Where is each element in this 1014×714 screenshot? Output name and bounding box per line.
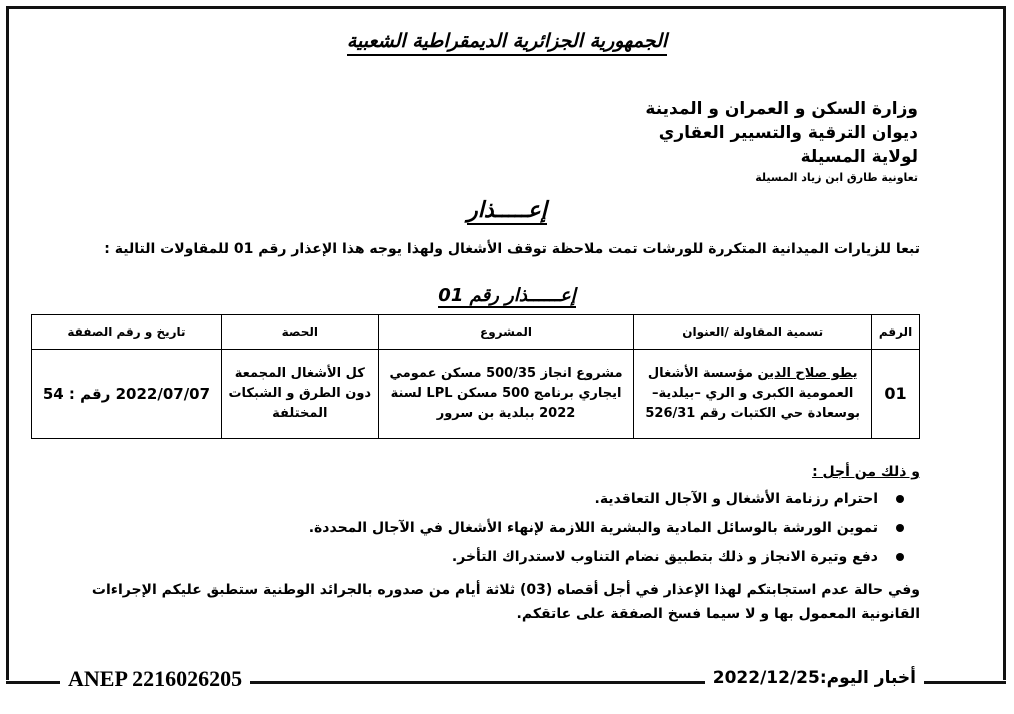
reason-text: دفع وتيرة الانجاز و ذلك بتطبيق نضام التناوب لاستدراك التأخر.	[451, 549, 878, 565]
republic-title-text: الجمهورية الجزائرية الديمقراطية الشعبية	[347, 30, 667, 56]
header-project: المشروع	[378, 315, 634, 350]
list-item	[309, 543, 904, 572]
ministry-name: وزارة السكن و العمران و المدينة	[645, 99, 918, 119]
warning-intro: تبعا للزيارات الميدانية المتكررة للورشات تمت ملاحظة توقف الأشغال ولهذا يوجه هذا الإعذار رقم 01 للمقاولات التالية :	[104, 241, 920, 257]
anep-reference: ANEP 2216026205	[60, 666, 250, 692]
warning-subtitle-text: إعــــــذار رقم 01	[438, 285, 576, 306]
cell-date-number: 2022/07/07 رقم : 54	[32, 350, 222, 439]
reason-text: احترام رزنامة الأشغال و الآجال التعاقدية.	[594, 491, 878, 507]
contractor-name: يطو صلاح الدين	[757, 366, 858, 381]
reasons-title: و ذلك من أجل :	[812, 464, 920, 480]
contractor-details: مؤسسة الأشغال العمومية الكبرى و الري –بيلدية– بوسعادة حي الكتبات رقم 526/31	[645, 366, 860, 421]
reason-text: تموين الورشة بالوسائل المادية والبشرية اللازمة لإنهاء الأشغال في الآجال المحددة.	[308, 520, 878, 536]
issuer-block	[398, 97, 918, 187]
bullet-icon	[896, 524, 904, 532]
list-item	[309, 514, 904, 543]
warning-title-text: إعـــــذار	[467, 198, 547, 223]
warning-subtitle	[0, 285, 1014, 306]
cell-number: 01	[872, 350, 920, 439]
warning-title	[0, 198, 1014, 223]
issuer-address: تعاونية طارق ابن زياد المسيلة	[755, 171, 918, 184]
cell-project: مشروع انجاز 500/35 مسكن عمومي ايجاري برنامج 500 مسكن LPL لسنة 2022 ببلدية بن سرور	[378, 350, 634, 439]
table-header-row	[32, 315, 920, 350]
contractors-table	[31, 314, 920, 439]
cell-contractor	[634, 350, 872, 439]
bullet-icon	[896, 553, 904, 561]
header-contractor: تسمية المقاولة /العنوان	[634, 315, 872, 350]
wilaya-name: لولاية المسيلة	[800, 147, 918, 167]
office-name: ديوان الترقية والتسيير العقاري	[658, 123, 918, 143]
closing-paragraph: وفي حالة عدم استجابتكم لهذا الإعذار في أجل أقصاه (03) ثلاثة أيام من صدوره بالجرائد الوطنية ستطبق عليكم الإجراءات القانونية المعمول بها و لا سيما فسخ الصفقة على عاتقكم.	[91, 582, 920, 622]
list-item	[309, 485, 904, 514]
header-number: الرقم	[872, 315, 920, 350]
republic-title	[0, 30, 1014, 52]
header-lot: الحصة	[221, 315, 378, 350]
table-row	[32, 350, 920, 439]
cell-lot: كل الأشغال المجمعة دون الطرق و الشبكات المختلفة	[221, 350, 378, 439]
bullet-icon	[896, 495, 904, 503]
reasons-list	[309, 485, 904, 572]
newspaper-date: أخبار اليوم:2022/12/25	[705, 668, 924, 688]
header-date-number: تاريخ و رقم الصفقة	[32, 315, 222, 350]
